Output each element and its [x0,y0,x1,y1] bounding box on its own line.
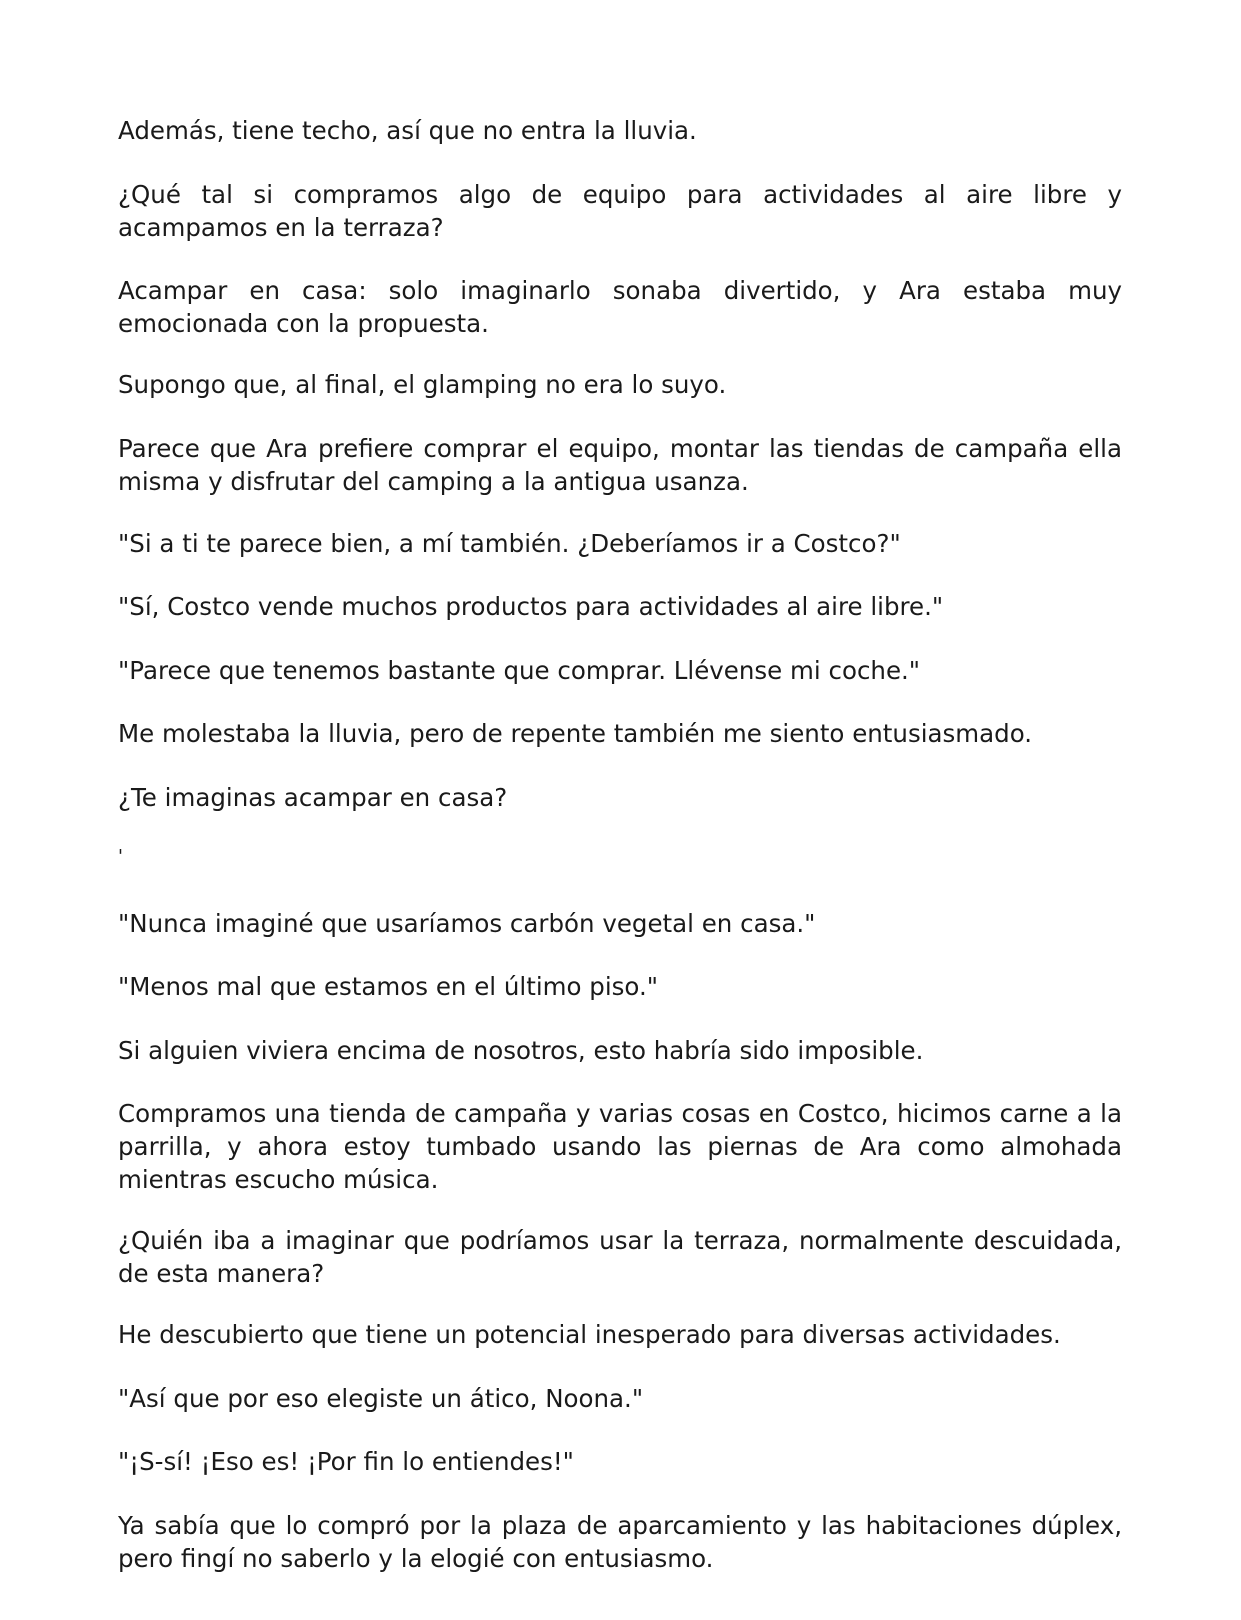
paragraph-7: "Sí, Costco vende muchos productos para actividades al aire libre." [118,592,944,621]
stray-mark: ' [118,846,123,867]
paragraph-2: ¿Qué tal si compramos algo de equipo para actividades al aire libre y acampamos en la terraza? [118,180,1122,242]
paragraph-9: Me molestaba la lluvia, pero de repente también me siento entusiasmado. [118,719,1033,748]
paragraph-14: Compramos una tienda de campaña y varias cosas en Costco, hicimos carne a la parrilla, y ahora estoy tumbado usando las piernas de Ara como almohada mientras escucho música. [118,1099,1122,1194]
paragraph-10: ¿Te imaginas acampar en casa? [118,783,508,812]
paragraph-5: Parece que Ara prefiere comprar el equipo, montar las tiendas de campaña ella misma y disfrutar del camping a la antigua usanza. [118,434,1122,496]
paragraph-11: "Nunca imaginé que usaríamos carbón vegetal en casa." [118,909,816,938]
paragraph-19: Ya sabía que lo compró por la plaza de aparcamiento y las habitaciones dúplex, pero fingí no saberlo y la elogié con entusiasmo. [118,1511,1122,1573]
paragraph-17: "Así que por eso elegiste un ático, Noona." [118,1384,644,1413]
paragraph-1: Además, tiene techo, así que no entra la lluvia. [118,116,697,145]
paragraph-16: He descubierto que tiene un potencial inesperado para diversas actividades. [118,1320,1061,1349]
paragraph-13: Si alguien viviera encima de nosotros, esto habría sido imposible. [118,1036,924,1065]
paragraph-3: Acampar en casa: solo imaginarlo sonaba divertido, y Ara estaba muy emocionada con la propuesta. [118,276,1122,338]
paragraph-8: "Parece que tenemos bastante que comprar. Llévense mi coche." [118,656,921,685]
paragraph-4: Supongo que, al final, el glamping no era lo suyo. [118,370,727,399]
paragraph-6: "Si a ti te parece bien, a mí también. ¿Deberíamos ir a Costco?" [118,529,901,558]
paragraph-15: ¿Quién iba a imaginar que podríamos usar la terraza, normalmente descuidada, de esta manera? [118,1226,1122,1288]
paragraph-12: "Menos mal que estamos en el último piso." [118,972,659,1001]
paragraph-18: "¡S-sí! ¡Eso es! ¡Por fin lo entiendes!" [118,1447,574,1476]
